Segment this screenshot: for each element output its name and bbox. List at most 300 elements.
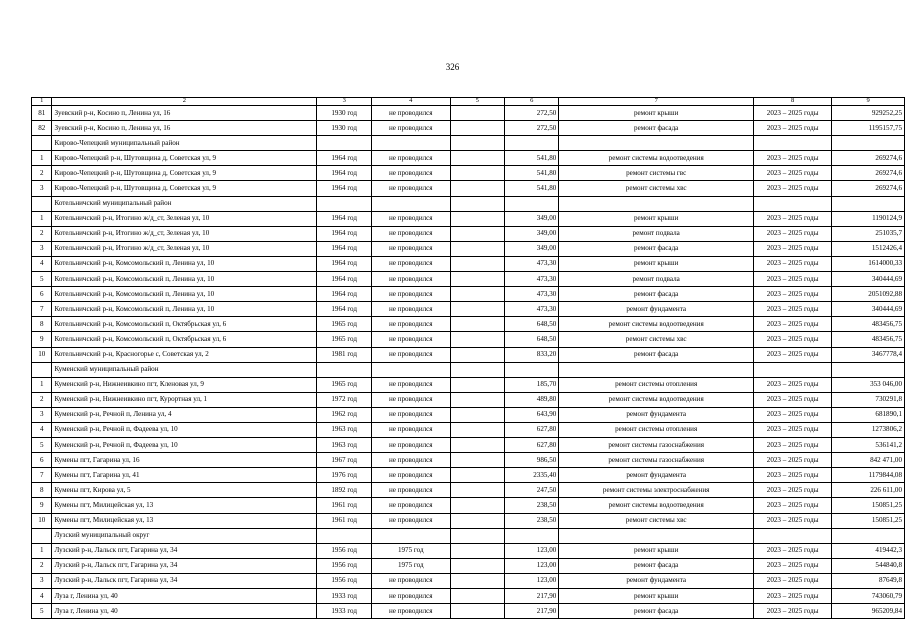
cost-cell: 1512426,4 [832,241,905,256]
work-type-cell: ремонт подвала [559,226,754,241]
section-blank-cell [450,136,505,151]
row-number-cell: 10 [32,513,52,528]
cost-cell: 483456,75 [832,332,905,347]
period-cell: 2023 – 2025 годы [754,453,832,468]
section-blank-cell [372,196,451,211]
row-number-cell: 6 [32,287,52,302]
column-5-cell [450,347,505,362]
row-number-cell: 81 [32,106,52,121]
column-number-cell: 6 [505,98,559,106]
cost-cell: 3467778,4 [832,347,905,362]
column-number-row [32,98,905,106]
area-cell: 833,20 [505,347,559,362]
area-cell: 541,80 [505,181,559,196]
row-number-cell: 6 [32,453,52,468]
address-cell: Луза г, Ленина ул, 40 [52,604,317,619]
section-blank-cell [754,362,832,377]
work-type-cell: ремонт фасада [559,604,754,619]
build-year-cell: 1964 год [317,181,372,196]
work-type-cell: ремонт системы отопления [559,422,754,437]
build-year-cell: 1976 год [317,468,372,483]
cost-cell: 226 611,00 [832,483,905,498]
address-cell: Куменский р-н, Речной п, Ленина ул, 4 [52,407,317,422]
table-row [32,256,905,271]
build-year-cell: 1933 год [317,589,372,604]
last-repair-year-cell: не проводился [372,468,451,483]
area-cell: 489,80 [505,392,559,407]
build-year-cell: 1892 год [317,483,372,498]
cost-cell: 269274,6 [832,166,905,181]
address-cell: Котельничский р-н, Комсомольский п, Ленина ул, 10 [52,272,317,287]
work-type-cell: ремонт системы хвс [559,181,754,196]
work-type-cell: ремонт крыши [559,211,754,226]
table-row [32,558,905,573]
period-cell: 2023 – 2025 годы [754,121,832,136]
address-cell: Лузский р-н, Лальск пгт, Гагарина ул, 34 [52,558,317,573]
address-cell: Лузский р-н, Лальск пгт, Гагарина ул, 34 [52,543,317,558]
area-cell: 473,30 [505,272,559,287]
build-year-cell: 1965 год [317,332,372,347]
work-type-cell: ремонт фасада [559,121,754,136]
address-cell: Куменский р-н, Нижнеивкино пгт, Курортная ул, 1 [52,392,317,407]
section-blank-cell [317,528,372,543]
table-row [32,483,905,498]
column-5-cell [450,332,505,347]
work-type-cell: ремонт системы газоснабжения [559,438,754,453]
table-row [32,151,905,166]
area-cell: 627,80 [505,422,559,437]
cost-cell: 483456,75 [832,317,905,332]
cost-cell: 730291,8 [832,392,905,407]
build-year-cell: 1964 год [317,226,372,241]
last-repair-year-cell: не проводился [372,121,451,136]
row-number-cell: 3 [32,407,52,422]
section-title: Кирово-Чепецкий муниципальный район [52,136,317,151]
table-row [32,287,905,302]
period-cell: 2023 – 2025 годы [754,317,832,332]
column-5-cell [450,422,505,437]
work-type-cell: ремонт фасада [559,241,754,256]
column-number-cell: 7 [559,98,754,106]
column-5-cell [450,226,505,241]
section-row [32,362,905,377]
column-5-cell [450,151,505,166]
build-year-cell: 1981 год [317,347,372,362]
address-cell: Кирово-Чепецкий р-н, Шутовщина д, Советская ул, 9 [52,166,317,181]
last-repair-year-cell: не проводился [372,166,451,181]
table-row [32,589,905,604]
build-year-cell: 1965 год [317,317,372,332]
row-number-cell: 5 [32,272,52,287]
column-number-cell: 8 [754,98,832,106]
period-cell: 2023 – 2025 годы [754,377,832,392]
build-year-cell: 1961 год [317,513,372,528]
area-cell: 473,30 [505,256,559,271]
address-cell: Кумены пгт, Гагарина ул, 16 [52,453,317,468]
section-blank-cell [317,196,372,211]
build-year-cell: 1956 год [317,543,372,558]
row-number-cell: 7 [32,468,52,483]
row-number-cell: 5 [32,604,52,619]
period-cell: 2023 – 2025 годы [754,392,832,407]
row-number-cell: 4 [32,256,52,271]
area-cell: 986,50 [505,453,559,468]
work-type-cell: ремонт системы хвс [559,513,754,528]
address-cell: Котельничский р-н, Комсомольский п, Ленина ул, 10 [52,302,317,317]
row-number-cell: 1 [32,543,52,558]
column-5-cell [450,181,505,196]
column-number-cell: 3 [317,98,372,106]
work-type-cell: ремонт фасада [559,558,754,573]
section-blank-cell [559,528,754,543]
column-5-cell [450,513,505,528]
column-5-cell [450,573,505,588]
cost-cell: 251035,7 [832,226,905,241]
last-repair-year-cell: не проводился [372,317,451,332]
period-cell: 2023 – 2025 годы [754,211,832,226]
row-number-cell: 5 [32,438,52,453]
area-cell: 185,70 [505,377,559,392]
area-cell: 217,90 [505,604,559,619]
area-cell: 2335,40 [505,468,559,483]
area-cell: 238,50 [505,513,559,528]
table-row [32,226,905,241]
build-year-cell: 1963 год [317,438,372,453]
cost-cell: 150851,25 [832,513,905,528]
last-repair-year-cell: не проводился [372,377,451,392]
row-number-cell: 4 [32,422,52,437]
column-number-cell: 2 [52,98,317,106]
table-row [32,302,905,317]
section-blank-cell [754,136,832,151]
column-5-cell [450,211,505,226]
cost-cell: 536141,2 [832,438,905,453]
column-5-cell [450,543,505,558]
period-cell: 2023 – 2025 годы [754,256,832,271]
work-type-cell: ремонт фундамента [559,407,754,422]
last-repair-year-cell: не проводился [372,287,451,302]
last-repair-year-cell: не проводился [372,453,451,468]
address-cell: Котельничский р-н, Комсомольский п, Октябрьская ул, 6 [52,332,317,347]
column-5-cell [450,256,505,271]
table-row [32,347,905,362]
row-number-cell: 1 [32,211,52,226]
section-row [32,196,905,211]
row-number-cell: 8 [32,483,52,498]
period-cell: 2023 – 2025 годы [754,468,832,483]
row-number-cell: 82 [32,121,52,136]
build-year-cell: 1967 год [317,453,372,468]
section-title: Котельничский муниципальный район [52,196,317,211]
period-cell: 2023 – 2025 годы [754,573,832,588]
period-cell: 2023 – 2025 годы [754,498,832,513]
table-row [32,181,905,196]
column-5-cell [450,377,505,392]
column-5-cell [450,604,505,619]
work-type-cell: ремонт системы хвс [559,332,754,347]
last-repair-year-cell: не проводился [372,438,451,453]
area-cell: 247,50 [505,483,559,498]
table-row [32,422,905,437]
section-blank-cell [832,196,905,211]
section-row [32,136,905,151]
cost-cell: 544840,8 [832,558,905,573]
period-cell: 2023 – 2025 годы [754,166,832,181]
section-blank-cell [559,136,754,151]
column-number-cell: 4 [372,98,451,106]
section-blank-cell [559,362,754,377]
period-cell: 2023 – 2025 годы [754,226,832,241]
period-cell: 2023 – 2025 годы [754,558,832,573]
address-cell: Кирово-Чепецкий р-н, Шутовщина д, Советская ул, 9 [52,181,317,196]
address-cell: Котельничский р-н, Комсомольский п, Октябрьская ул, 6 [52,317,317,332]
last-repair-year-cell: не проводился [372,392,451,407]
table-row [32,498,905,513]
work-type-cell: ремонт фасада [559,347,754,362]
build-year-cell: 1965 год [317,377,372,392]
last-repair-year-cell: не проводился [372,151,451,166]
area-cell: 648,50 [505,317,559,332]
address-cell: Котельничский р-н, Итогино ж/д_ст, Зеленая ул, 10 [52,226,317,241]
last-repair-year-cell: не проводился [372,513,451,528]
area-cell: 123,00 [505,543,559,558]
period-cell: 2023 – 2025 годы [754,347,832,362]
page-number: 326 [445,62,460,72]
row-number-cell: 4 [32,589,52,604]
period-cell: 2023 – 2025 годы [754,287,832,302]
cost-cell: 1195157,75 [832,121,905,136]
build-year-cell: 1961 год [317,498,372,513]
work-type-cell: ремонт подвала [559,272,754,287]
cost-cell: 340444,69 [832,302,905,317]
row-number-cell: 2 [32,166,52,181]
last-repair-year-cell: не проводился [372,347,451,362]
last-repair-year-cell: не проводился [372,573,451,588]
address-cell: Куменский р-н, Речной п, Фадеева ул, 10 [52,422,317,437]
build-year-cell: 1964 год [317,241,372,256]
section-blank-cell [505,362,559,377]
section-blank-cell [32,528,52,543]
build-year-cell: 1956 год [317,573,372,588]
cost-cell: 87649,8 [832,573,905,588]
work-type-cell: ремонт крыши [559,589,754,604]
cost-cell: 1179844,08 [832,468,905,483]
column-5-cell [450,302,505,317]
last-repair-year-cell: 1975 год [372,543,451,558]
area-cell: 217,90 [505,589,559,604]
last-repair-year-cell: не проводился [372,256,451,271]
address-cell: Луза г, Ленина ул, 40 [52,589,317,604]
section-title: Лузский муниципальный округ [52,528,317,543]
row-number-cell: 3 [32,241,52,256]
address-cell: Куменский р-н, Речной п, Фадеева ул, 10 [52,438,317,453]
cost-cell: 929252,25 [832,106,905,121]
build-year-cell: 1930 год [317,106,372,121]
section-blank-cell [559,196,754,211]
build-year-cell: 1933 год [317,604,372,619]
table-row [32,438,905,453]
area-cell: 238,50 [505,498,559,513]
row-number-cell: 3 [32,573,52,588]
row-number-cell: 2 [32,226,52,241]
period-cell: 2023 – 2025 годы [754,543,832,558]
cost-cell: 1190124,9 [832,211,905,226]
area-cell: 541,80 [505,166,559,181]
table-row [32,453,905,468]
work-type-cell: ремонт системы отопления [559,377,754,392]
section-blank-cell [754,196,832,211]
column-5-cell [450,438,505,453]
column-5-cell [450,589,505,604]
section-blank-cell [505,528,559,543]
build-year-cell: 1964 год [317,302,372,317]
row-number-cell: 8 [32,317,52,332]
cost-cell: 743060,79 [832,589,905,604]
table-row [32,317,905,332]
row-number-cell: 2 [32,392,52,407]
cost-cell: 269274,6 [832,181,905,196]
section-blank-cell [450,528,505,543]
area-cell: 473,30 [505,287,559,302]
table-row [32,211,905,226]
row-number-cell: 7 [32,302,52,317]
period-cell: 2023 – 2025 годы [754,106,832,121]
area-cell: 473,30 [505,302,559,317]
column-number-cell: 5 [450,98,505,106]
last-repair-year-cell: не проводился [372,604,451,619]
cost-cell: 842 471,00 [832,453,905,468]
build-year-cell: 1964 год [317,211,372,226]
section-blank-cell [372,362,451,377]
section-blank-cell [317,362,372,377]
table-row [32,573,905,588]
table-row [32,106,905,121]
section-blank-cell [372,528,451,543]
period-cell: 2023 – 2025 годы [754,272,832,287]
table-row [32,392,905,407]
column-5-cell [450,272,505,287]
period-cell: 2023 – 2025 годы [754,483,832,498]
work-type-cell: ремонт фундамента [559,468,754,483]
last-repair-year-cell: не проводился [372,589,451,604]
last-repair-year-cell: не проводился [372,241,451,256]
address-cell: Зуевский р-н, Косино п, Ленина ул, 16 [52,106,317,121]
table-row [32,121,905,136]
work-type-cell: ремонт фасада [559,287,754,302]
section-blank-cell [832,528,905,543]
table-row [32,377,905,392]
table-row [32,407,905,422]
period-cell: 2023 – 2025 годы [754,438,832,453]
column-5-cell [450,498,505,513]
period-cell: 2023 – 2025 годы [754,422,832,437]
column-number-cell: 9 [832,98,905,106]
address-cell: Котельничский р-н, Комсомольский п, Ленина ул, 10 [52,256,317,271]
area-cell: 643,90 [505,407,559,422]
column-5-cell [450,453,505,468]
area-cell: 123,00 [505,558,559,573]
period-cell: 2023 – 2025 годы [754,181,832,196]
last-repair-year-cell: не проводился [372,498,451,513]
work-type-cell: ремонт системы газоснабжения [559,453,754,468]
cost-cell: 1273806,2 [832,422,905,437]
table-row [32,272,905,287]
area-cell: 648,50 [505,332,559,347]
row-number-cell: 2 [32,558,52,573]
row-number-cell: 3 [32,181,52,196]
work-type-cell: ремонт системы электроснабжения [559,483,754,498]
last-repair-year-cell: не проводился [372,106,451,121]
table-row [32,166,905,181]
build-year-cell: 1964 год [317,151,372,166]
build-year-cell: 1964 год [317,272,372,287]
table-row [32,332,905,347]
build-year-cell: 1956 год [317,558,372,573]
area-cell: 272,50 [505,106,559,121]
row-number-cell: 9 [32,498,52,513]
build-year-cell: 1964 год [317,166,372,181]
area-cell: 123,00 [505,573,559,588]
area-cell: 349,00 [505,226,559,241]
column-5-cell [450,317,505,332]
cost-cell: 353 046,00 [832,377,905,392]
area-cell: 541,80 [505,151,559,166]
row-number-cell: 1 [32,151,52,166]
table-row [32,604,905,619]
cost-cell: 419442,3 [832,543,905,558]
last-repair-year-cell: не проводился [372,407,451,422]
area-cell: 627,80 [505,438,559,453]
work-type-cell: ремонт системы водоотведения [559,317,754,332]
period-cell: 2023 – 2025 годы [754,241,832,256]
row-number-cell: 1 [32,377,52,392]
column-5-cell [450,106,505,121]
column-5-cell [450,121,505,136]
address-cell: Кумены пгт, Милицейская ул, 13 [52,513,317,528]
last-repair-year-cell: не проводился [372,483,451,498]
address-cell: Котельничский р-н, Красногорье с, Советская ул, 2 [52,347,317,362]
section-blank-cell [32,136,52,151]
work-type-cell: ремонт системы водоотведения [559,498,754,513]
period-cell: 2023 – 2025 годы [754,407,832,422]
address-cell: Кумены пгт, Кирова ул, 5 [52,483,317,498]
work-type-cell: ремонт крыши [559,543,754,558]
period-cell: 2023 – 2025 годы [754,302,832,317]
row-number-cell: 9 [32,332,52,347]
column-5-cell [450,392,505,407]
last-repair-year-cell: не проводился [372,422,451,437]
work-type-cell: ремонт фундамента [559,573,754,588]
cost-cell: 269274,6 [832,151,905,166]
last-repair-year-cell: не проводился [372,332,451,347]
address-cell: Куменский р-н, Нижнеивкино пгт, Кленовая ул, 9 [52,377,317,392]
section-blank-cell [505,196,559,211]
table-row [32,241,905,256]
address-cell: Зуевский р-н, Косино п, Ленина ул, 16 [52,121,317,136]
last-repair-year-cell: не проводился [372,181,451,196]
table-row [32,468,905,483]
build-year-cell: 1930 год [317,121,372,136]
area-cell: 349,00 [505,241,559,256]
column-5-cell [450,166,505,181]
build-year-cell: 1964 год [317,287,372,302]
section-row [32,528,905,543]
cost-cell: 150851,25 [832,498,905,513]
column-5-cell [450,407,505,422]
work-type-cell: ремонт крыши [559,106,754,121]
section-blank-cell [832,136,905,151]
work-type-cell: ремонт фундамента [559,302,754,317]
